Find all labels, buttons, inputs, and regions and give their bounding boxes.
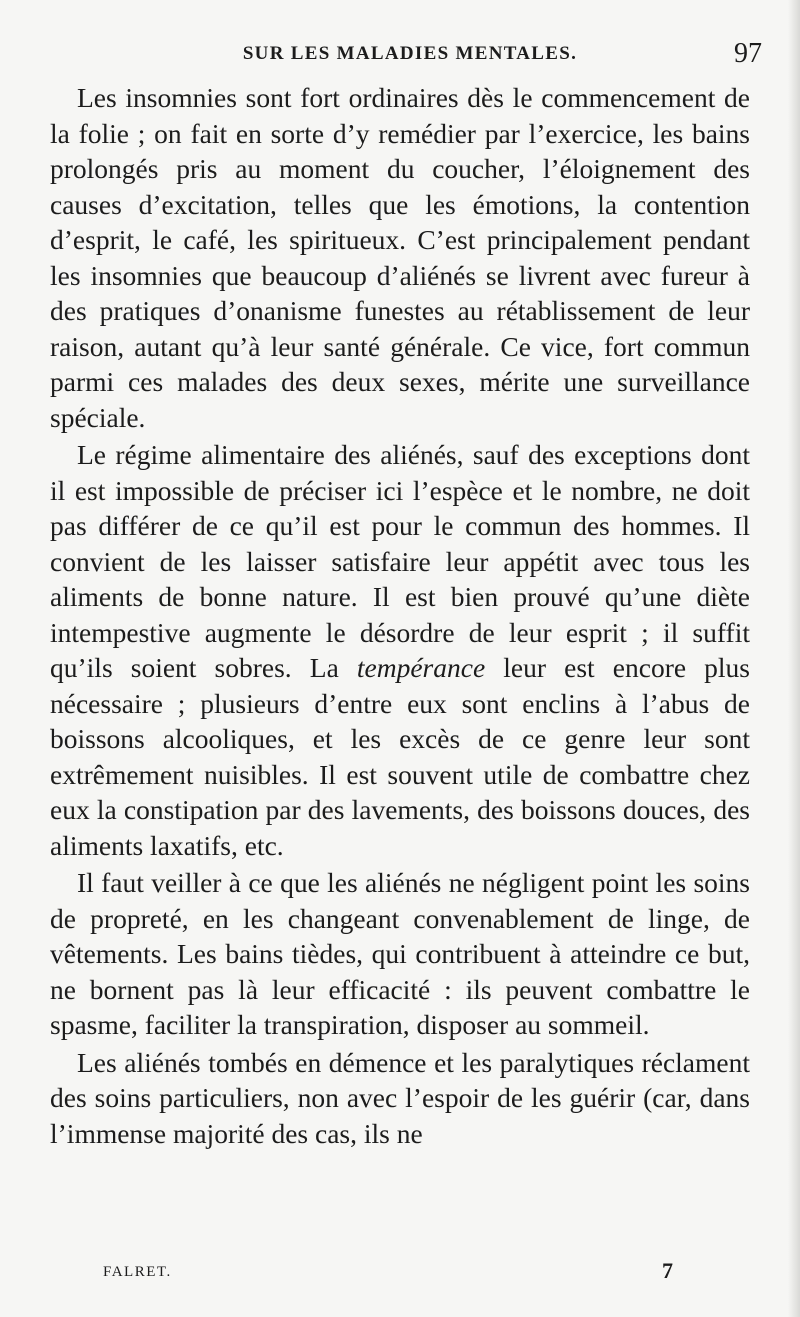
paragraph-text: Les aliénés tombés en démence et les paralytiques réclament des soins particuliers, non avec l’espoir de les guérir (car, dans l’immense majorité des cas, ils ne [50, 1046, 750, 1149]
printer-signature: FALRET. [103, 1264, 172, 1280]
page-number: 97 [734, 38, 762, 69]
paragraph-3 [50, 865, 750, 1043]
italic-emphasis: tempérance [356, 652, 486, 683]
page-footer [103, 1258, 673, 1288]
page-edge-shadow [788, 0, 800, 1317]
body-text [50, 80, 750, 1151]
signature-number: 7 [662, 1258, 673, 1283]
paragraph-1 [50, 80, 750, 435]
running-title: SUR LES MALADIES MENTALES. [242, 43, 578, 64]
paragraph-text: Le régime alimentaire des aliénés, sauf des exceptions dont il est impossible de préciser ici l’espèce et le nombre, ne doit pas différer de ce qu’il est pour le commun des hommes. Il convient de les laisser satisfaire leur appétit avec tous les aliments de bonne nature. Il est bien prouvé qu’une diète intempestive augmente le désordre de leur esprit ; il suffit qu’ils soient sobres. La [50, 439, 750, 683]
running-head [50, 38, 770, 72]
paragraph-text: Les insomnies sont fort ordinaires dès le commencement de la folie ; on fait en sorte d’y remédier par l’exercice, les bains prolongés pris au moment du coucher, l’éloignement des causes d’excitation, telles que les émotions, la contention d’esprit, le café, les spiritueux. C’est principalement pendant les insomnies que beaucoup d’aliénés se livrent avec fureur à des pratiques d’onanisme funestes au rétablissement de leur raison, autant qu’à leur santé générale. Ce vice, fort commun parmi ces malades des deux sexes, mérite une surveillance spéciale. [50, 82, 750, 433]
paragraph-text: Il faut veiller à ce que les aliénés ne négligent point les soins de propreté, en les changeant convenablement de linge, de vêtements. Les bains tièdes, qui contribuent à atteindre ce but, ne bornent pas là leur efficacité : ils peuvent combattre le spasme, faciliter la transpiration, disposer au sommeil. [50, 867, 750, 1040]
paragraph-2 [50, 437, 750, 863]
paragraph-text: leur est encore plus nécessaire ; plusieurs d’entre eux sont enclins à l’abus de boissons alcooliques, et les excès de ce genre leur sont extrêmement nuisibles. Il est souvent utile de combattre chez eux la constipation par des lavements, des boissons douces, des aliments laxatifs, etc. [50, 652, 750, 861]
paragraph-4 [50, 1045, 750, 1152]
